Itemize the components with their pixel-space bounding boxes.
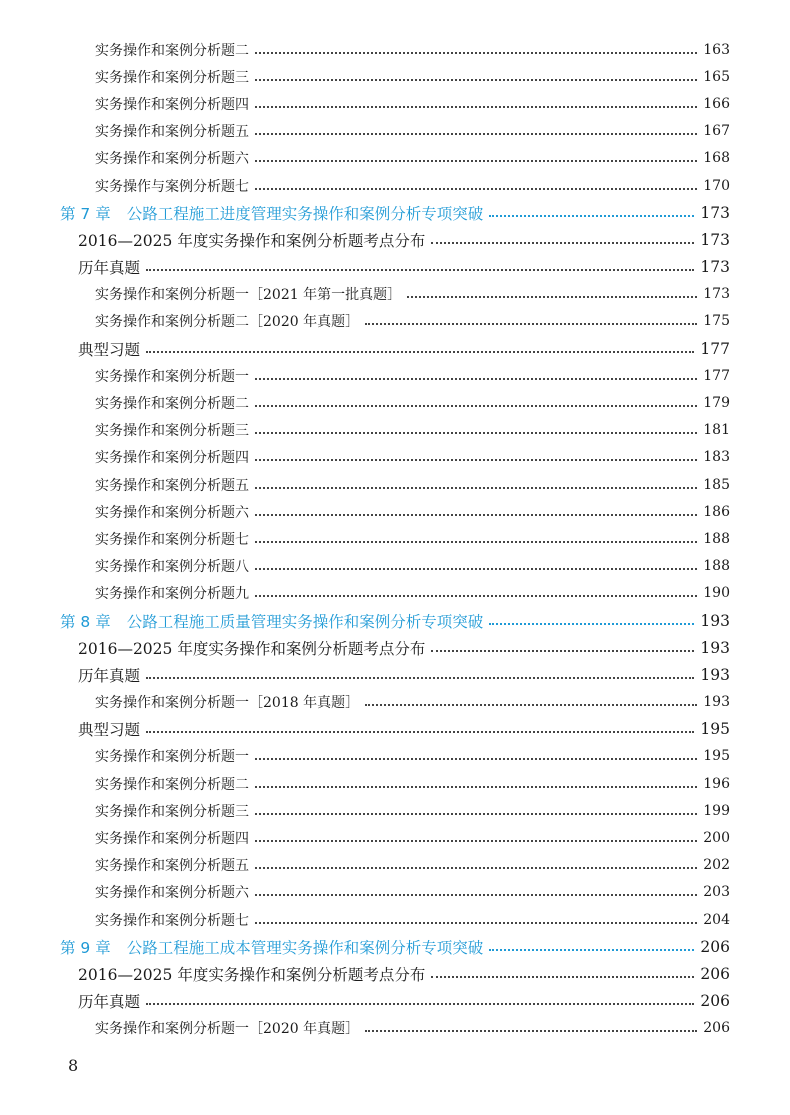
toc-page-number: 181 [703, 422, 730, 439]
toc-page-number: 206 [703, 1020, 730, 1037]
toc-page-number: 177 [700, 339, 730, 358]
dot-leader [255, 867, 697, 869]
toc-entry-title: 实务操作和案例分析题六 [95, 885, 249, 902]
toc-page-number: 163 [703, 41, 730, 58]
dot-leader [255, 432, 697, 434]
toc-entry-title: 实务操作和案例分析题一 [95, 368, 249, 385]
dot-leader [365, 323, 697, 325]
toc-entry-title: 实务操作和案例分析题六 [95, 504, 249, 521]
toc-chapter-entry[interactable] [0, 199, 790, 226]
toc-entry[interactable] [0, 634, 790, 661]
dot-leader [255, 595, 697, 597]
dot-leader [431, 650, 694, 652]
chapter-title: 公路工程施工质量管理实务操作和案例分析专项突破 [126, 612, 484, 631]
toc-page-number: 196 [703, 775, 730, 792]
toc-entry-title: 典型习题 [78, 340, 141, 359]
dot-leader [431, 242, 694, 244]
dot-leader [146, 1003, 694, 1005]
dot-leader [255, 160, 697, 162]
toc-entry[interactable] [0, 770, 790, 797]
toc-page-number: 206 [700, 937, 730, 956]
toc-entry[interactable] [0, 417, 790, 444]
dot-leader [489, 949, 694, 951]
toc-entry-title: 实务操作和案例分析题二 [95, 42, 249, 59]
toc-entry-title: 实务操作和案例分析题四 [95, 450, 249, 467]
toc-entry[interactable] [0, 797, 790, 824]
dot-leader [365, 1030, 697, 1032]
dot-leader [255, 568, 697, 570]
toc-entry-title: 实务操作和案例分析题一 [95, 749, 249, 766]
toc-page-number: 173 [700, 230, 730, 249]
toc-page-number: 185 [703, 476, 730, 493]
toc-entry[interactable] [0, 525, 790, 552]
toc-page-number: 206 [700, 992, 730, 1011]
toc-entry-title: 实务操作和案例分析题八 [95, 559, 249, 576]
dot-leader [255, 514, 697, 516]
toc-page-number: 186 [703, 503, 730, 520]
dot-leader [255, 106, 697, 108]
dot-leader [146, 731, 694, 733]
dot-leader [365, 704, 697, 706]
toc-entry[interactable] [0, 172, 790, 199]
dot-leader [255, 894, 697, 896]
dot-leader [255, 188, 697, 190]
toc-page-number: 199 [703, 802, 730, 819]
dot-leader [255, 786, 697, 788]
toc-entry-title [60, 610, 483, 632]
dot-leader [146, 351, 694, 353]
toc-entry[interactable] [0, 716, 790, 743]
toc-entry[interactable] [0, 988, 790, 1015]
toc-entry[interactable] [0, 743, 790, 770]
toc-entry-title: 实务操作和案例分析题二 [95, 396, 249, 413]
dot-leader [489, 215, 694, 217]
toc-entry[interactable] [0, 281, 790, 308]
dot-leader [255, 487, 697, 489]
toc-entry[interactable] [0, 36, 790, 63]
toc-page-number: 170 [703, 177, 730, 194]
toc-entry[interactable] [0, 145, 790, 172]
toc-entry-title: 实务操作和案例分析题三 [95, 423, 249, 440]
toc-entry-title: 实务操作和案例分析题二 [95, 776, 249, 793]
toc-entry[interactable] [0, 362, 790, 389]
toc-entry-title: 实务操作与案例分析题七 [95, 178, 249, 195]
dot-leader [407, 296, 697, 298]
toc-entry[interactable] [0, 308, 790, 335]
toc-entry[interactable] [0, 498, 790, 525]
toc-page-number: 188 [703, 558, 730, 575]
toc-entry[interactable] [0, 960, 790, 987]
toc-page-number: 193 [703, 694, 730, 711]
toc-entry[interactable] [0, 1015, 790, 1042]
toc-entry-title: 典型习题 [78, 721, 141, 740]
toc-entry-title: 2016—2025 年度实务操作和案例分析题考点分布 [78, 639, 426, 658]
toc-entry[interactable] [0, 824, 790, 851]
toc-page-number: 167 [703, 123, 730, 140]
toc-entry-title: 2016—2025 年度实务操作和案例分析题考点分布 [78, 965, 426, 984]
toc-entry-title: 历年真题 [78, 666, 141, 685]
dot-leader [255, 541, 697, 543]
toc-page-number: 173 [700, 203, 730, 222]
dot-leader [255, 405, 697, 407]
toc-entry-title: 实务操作和案例分析题九 [95, 586, 249, 603]
dot-leader [255, 133, 697, 135]
dot-leader [255, 840, 697, 842]
toc-page-number: 173 [700, 258, 730, 277]
table-of-contents [0, 36, 790, 1042]
toc-entry-title: 实务操作和案例分析题五 [95, 477, 249, 494]
toc-page-number: 165 [703, 68, 730, 85]
toc-entry-title: 实务操作和案例分析题四 [95, 831, 249, 848]
toc-entry[interactable] [0, 580, 790, 607]
toc-entry[interactable] [0, 661, 790, 688]
toc-entry-title [60, 202, 483, 224]
toc-entry-title: 实务操作和案例分析题一［2018 年真题］ [95, 695, 360, 712]
dot-leader [255, 922, 697, 924]
chapter-number: 第 9 章 [60, 938, 111, 957]
chapter-number: 第 7 章 [60, 204, 111, 223]
toc-page-number: 203 [703, 884, 730, 901]
toc-entry[interactable] [0, 389, 790, 416]
dot-leader [146, 269, 694, 271]
toc-page-number: 190 [703, 585, 730, 602]
chapter-title: 公路工程施工成本管理实务操作和案例分析专项突破 [126, 938, 484, 957]
toc-page-number: 179 [703, 395, 730, 412]
toc-entry[interactable] [0, 63, 790, 90]
toc-entry-title: 历年真题 [78, 259, 141, 278]
toc-page-number: 173 [703, 286, 730, 303]
toc-entry[interactable] [0, 90, 790, 117]
toc-entry-title: 实务操作和案例分析题七 [95, 912, 249, 929]
toc-entry[interactable] [0, 118, 790, 145]
toc-entry[interactable] [0, 254, 790, 281]
toc-entry[interactable] [0, 906, 790, 933]
toc-entry[interactable] [0, 852, 790, 879]
page-number: 8 [68, 1056, 79, 1075]
toc-page-number: 193 [700, 665, 730, 684]
toc-entry[interactable] [0, 335, 790, 362]
toc-page-number: 202 [703, 857, 730, 874]
toc-entry-title: 历年真题 [78, 993, 141, 1012]
toc-page-number: 195 [700, 720, 730, 739]
dot-leader [255, 79, 697, 81]
toc-entry[interactable] [0, 553, 790, 580]
chapter-number: 第 8 章 [60, 612, 111, 631]
toc-page-number: 177 [703, 367, 730, 384]
toc-entry-title: 实务操作和案例分析题三 [95, 803, 249, 820]
toc-entry-title: 实务操作和案例分析题一［2021 年第一批真题］ [95, 287, 402, 304]
toc-entry-title: 实务操作和案例分析题七 [95, 531, 249, 548]
dot-leader [146, 677, 694, 679]
dot-leader [431, 976, 694, 978]
toc-entry-title: 实务操作和案例分析题四 [95, 96, 249, 113]
toc-page-number: 206 [700, 964, 730, 983]
toc-page-number: 175 [703, 313, 730, 330]
toc-page-number: 166 [703, 95, 730, 112]
toc-page-number: 195 [703, 748, 730, 765]
dot-leader [255, 813, 697, 815]
toc-page-number: 193 [700, 611, 730, 630]
toc-entry-title: 实务操作和案例分析题五 [95, 124, 249, 141]
dot-leader [255, 758, 697, 760]
toc-page-number: 193 [700, 638, 730, 657]
toc-entry-title: 实务操作和案例分析题二［2020 年真题］ [95, 314, 360, 331]
toc-entry[interactable] [0, 879, 790, 906]
toc-entry[interactable] [0, 471, 790, 498]
toc-page-number: 188 [703, 530, 730, 547]
toc-page-number: 204 [703, 911, 730, 928]
toc-page-number: 200 [703, 830, 730, 847]
toc-entry-title: 2016—2025 年度实务操作和案例分析题考点分布 [78, 231, 426, 250]
toc-chapter-entry[interactable] [0, 607, 790, 634]
dot-leader [489, 623, 694, 625]
toc-entry[interactable] [0, 226, 790, 253]
toc-entry-title: 实务操作和案例分析题三 [95, 69, 249, 86]
toc-entry-title: 实务操作和案例分析题六 [95, 151, 249, 168]
dot-leader [255, 378, 697, 380]
toc-entry-title: 实务操作和案例分析题一［2020 年真题］ [95, 1021, 360, 1038]
dot-leader [255, 459, 697, 461]
toc-entry[interactable] [0, 444, 790, 471]
toc-chapter-entry[interactable] [0, 933, 790, 960]
toc-entry[interactable] [0, 689, 790, 716]
dot-leader [255, 52, 697, 54]
toc-entry-title: 实务操作和案例分析题五 [95, 858, 249, 875]
toc-entry-title [60, 936, 483, 958]
chapter-title: 公路工程施工进度管理实务操作和案例分析专项突破 [126, 204, 484, 223]
toc-page-number: 183 [703, 449, 730, 466]
toc-page-number: 168 [703, 150, 730, 167]
